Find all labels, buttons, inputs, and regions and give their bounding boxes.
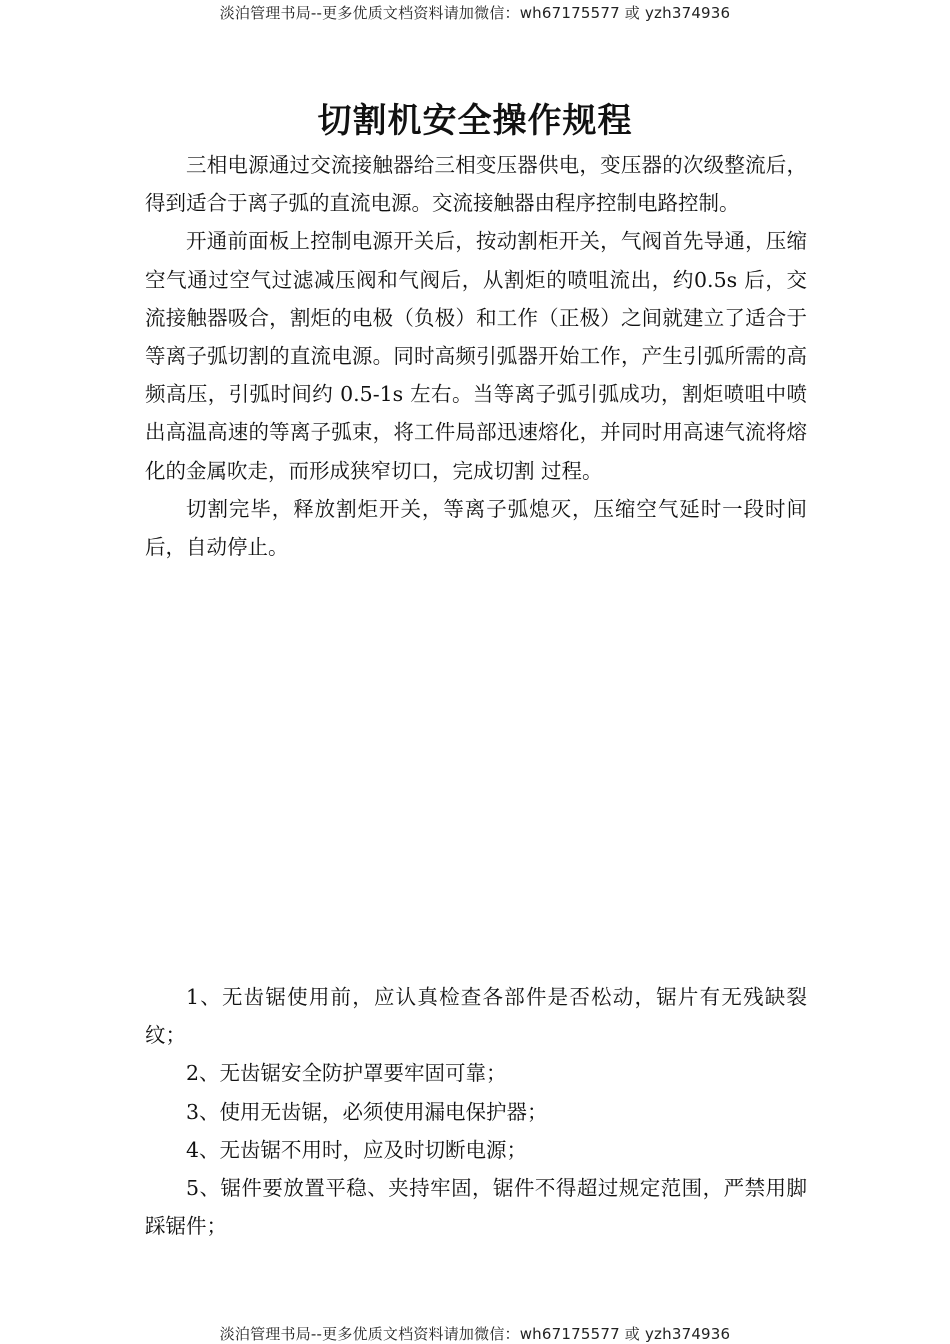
- paragraph-cutting-process: 开通前面板上控制电源开关后，按动割柜开关，气阀首先导通，压缩空气通过空气过滤减压阀和气阀后，从割炬的喷咀流出，约0.5s 后，交流接触器吸合，割炬的电极（负极）和工作（正极）之间就建立了适合于等离子弧切割的直流电源。同时高频引弧器开始工作，产生引弧所需的高频高压，引弧时间约 0.5-1s 左右。当等离子弧引弧成功，割炬喷咀中喷出高温高速的等离子弧束，将工件局部迅速熔化，并同时用高速气流将熔化的金属吹走，而形成狭窄切口，完成切割 过程。: [145, 229, 807, 483]
- paragraph-power-supply: 三相电源通过交流接触器给三相变压器供电，变压器的次级整流后，得到适合于离子弧的直流电源。交流接触器由程序控制电路控制。: [145, 153, 807, 216]
- list-item: 4、无齿锯不用时，应及时切断电源；: [186, 1137, 528, 1162]
- list-item: 2、无齿锯安全防护罩要牢固可靠；: [186, 1061, 507, 1086]
- page-footer: 淡泊管理书局--更多优质文档资料请加微信：wh67175577 或 yzh374936: [219, 1325, 731, 1343]
- safety-rules-list: [145, 978, 807, 1245]
- page-header: 淡泊管理书局--更多优质文档资料请加微信：wh67175577 或 yzh374936: [219, 4, 731, 22]
- paragraph-cutting-finish: 切割完毕，释放割炬开关，等离子弧熄灭，压缩空气延时一段时间后，自动停止。: [145, 496, 807, 560]
- list-item: 5、锯件要放置平稳、夹持牢固，锯件不得超过规定范围，严禁用脚踩锯件；: [145, 1176, 807, 1239]
- list-item: 3、使用无齿锯，必须使用漏电保护器；: [186, 1099, 548, 1124]
- list-item: 1、无齿锯使用前，应认真检查各部件是否松动，锯片有无残缺裂纹；: [145, 985, 807, 1048]
- principle-section: [145, 146, 807, 566]
- document-title: 切割机安全操作规程: [317, 101, 633, 141]
